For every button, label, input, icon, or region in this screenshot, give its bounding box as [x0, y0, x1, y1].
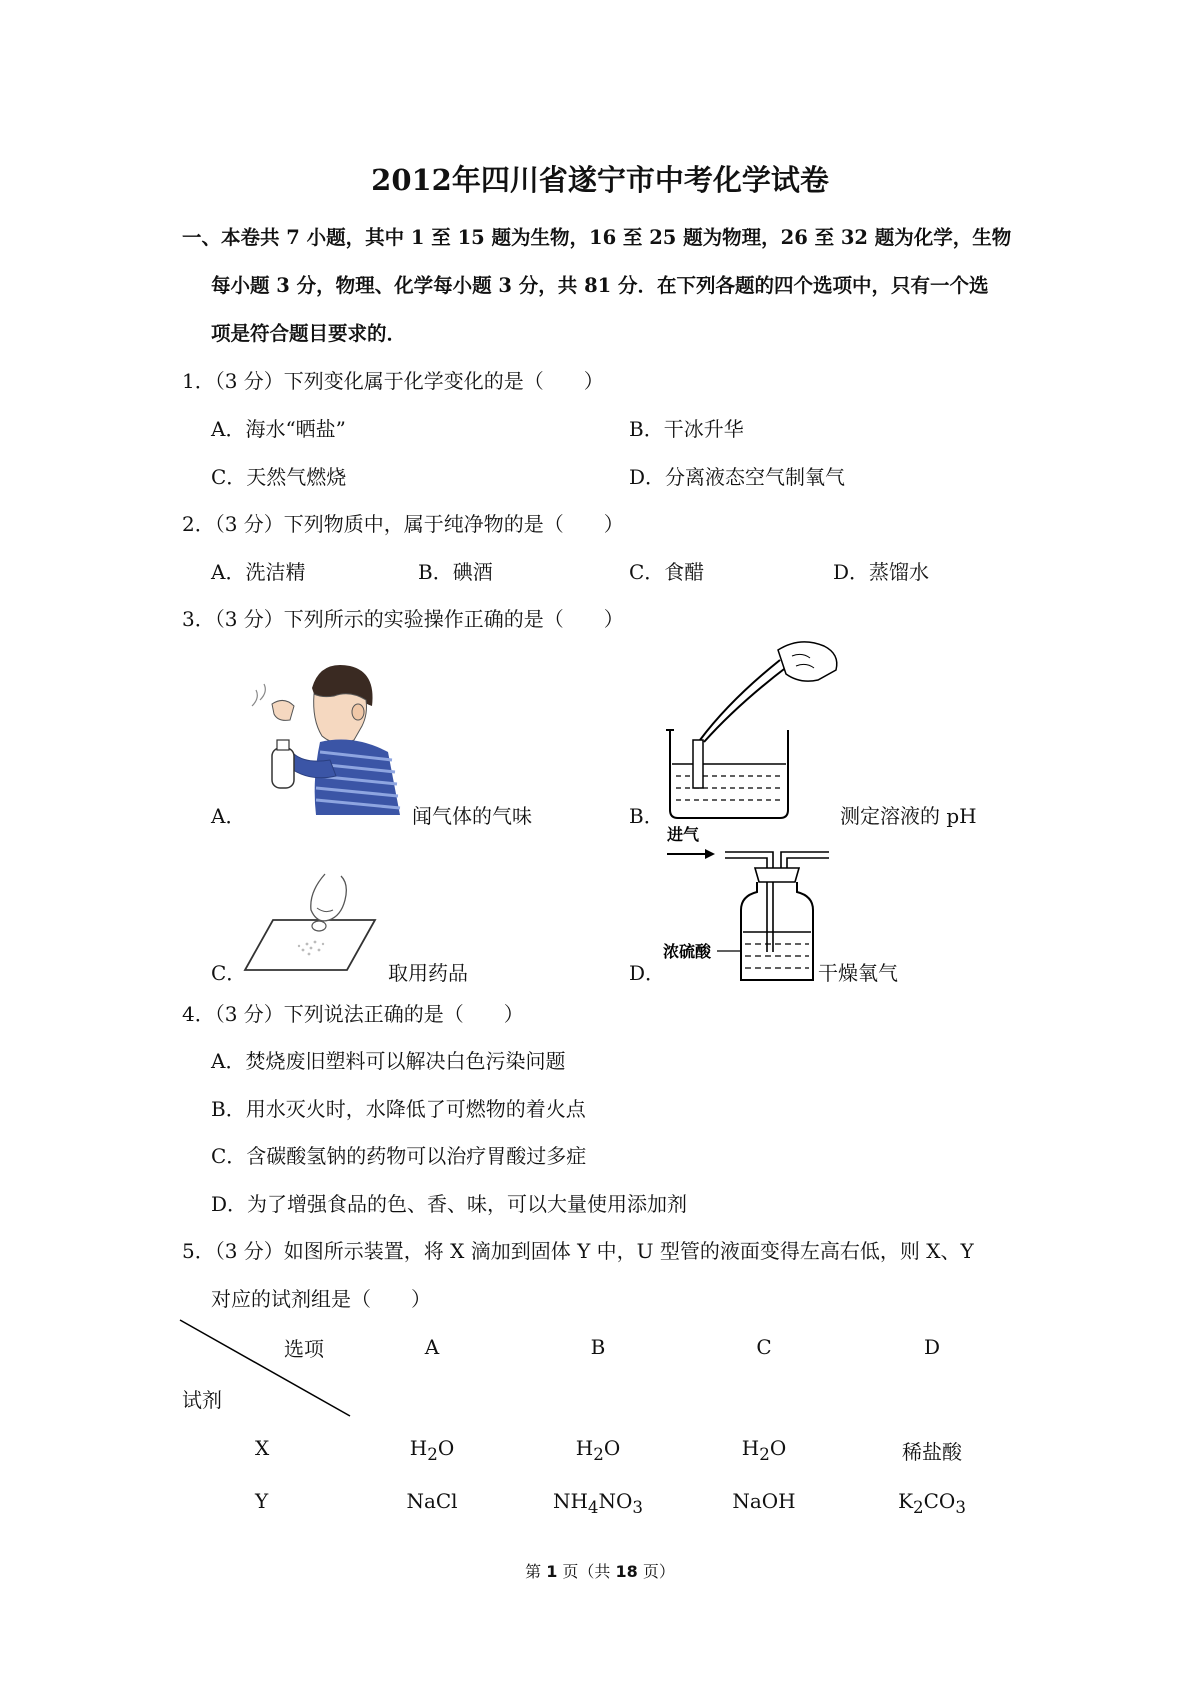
- question-3-stem: 3．（3 分）下列所示的实验操作正确的是（ ）: [182, 607, 624, 631]
- table-cell-y-c: NaOH: [732, 1489, 796, 1513]
- question-2-option-b: B．碘酒: [418, 560, 493, 584]
- question-4-option-a: A．焚烧废旧塑料可以解决白色污染问题: [211, 1049, 566, 1073]
- table-cell-x-a: $H_2O$: [409, 1436, 455, 1464]
- ph-test-illustration: [660, 640, 850, 820]
- question-2-option-c: C．食醋: [629, 560, 705, 584]
- question-3-option-a-text: 闻气体的气味: [412, 804, 532, 828]
- table-col-d: D: [923, 1335, 941, 1359]
- question-3-option-b-letter: B．: [629, 804, 664, 828]
- take-reagent-illustration: [245, 870, 385, 975]
- table-header-option: 选项: [284, 1337, 324, 1361]
- question-1-option-d: D．分离液态空气制氧气: [629, 465, 846, 489]
- question-1-option-b: B．干冰升华: [629, 417, 744, 441]
- question-3-option-d-letter: D．: [629, 961, 666, 985]
- table-cell-y-a: NaCl: [406, 1489, 458, 1513]
- question-5-stem-line2: 对应的试剂组是（ ）: [211, 1287, 431, 1311]
- acid-label: 浓硫酸: [663, 942, 712, 961]
- table-col-b: B: [590, 1335, 606, 1359]
- question-4-option-d: D．为了增强食品的色、香、味，可以大量使用添加剂: [211, 1192, 688, 1216]
- question-4-option-c: C．含碳酸氢钠的药物可以治疗胃酸过多症: [211, 1144, 587, 1168]
- table-col-c: C: [756, 1335, 772, 1359]
- section-instructions-line2: 每小题 3 分，物理、化学每小题 3 分，共 81 分．在下列各题的四个选项中，只有一个选: [211, 274, 989, 297]
- question-2-option-a: A．洗洁精: [211, 560, 306, 584]
- dry-oxygen-illustration: [665, 826, 835, 986]
- question-1-option-a: A．海水“晒盐”: [211, 417, 346, 441]
- question-1-option-c: C．天然气燃烧: [211, 465, 347, 489]
- question-1-stem: 1．（3 分）下列变化属于化学变化的是（ ）: [182, 369, 604, 393]
- page-number: 1: [546, 1562, 558, 1581]
- question-3-option-a-letter: A．: [211, 804, 246, 828]
- section-instructions-line3: 项是符合题目要求的．: [211, 322, 407, 345]
- page-footer: 第 1 页（共 18 页）: [525, 1562, 675, 1581]
- table-cell-y-d: $K_2CO_3$: [898, 1489, 966, 1517]
- question-5-stem-line1: 5．（3 分）如图所示装置，将 X 滴加到固体 Y 中，U 型管的液面变得左高右低，则 X、Y: [182, 1239, 974, 1263]
- gas-inlet-label: 进气: [667, 825, 700, 844]
- section-instructions-line1: 一、本卷共 7 小题，其中 1 至 15 题为生物，16 至 25 题为物理，26 至 32 题为化学，生物: [182, 226, 1012, 249]
- question-3-option-b-text: 测定溶液的 pH: [840, 804, 977, 828]
- table-row-x-label: X: [255, 1436, 270, 1460]
- table-cell-x-b: $H_2O$: [575, 1436, 621, 1464]
- question-4-stem: 4．（3 分）下列说法正确的是（ ）: [182, 1002, 524, 1026]
- smell-gas-illustration: [250, 660, 410, 815]
- question-4-option-b: B．用水灭火时，水降低了可燃物的着火点: [211, 1097, 586, 1121]
- table-row-y-label: Y: [255, 1489, 269, 1513]
- table-cell-x-d: 稀盐酸: [902, 1440, 962, 1464]
- table-header-reagent: 试剂: [182, 1388, 222, 1412]
- question-3-option-c-letter: C．: [211, 961, 247, 985]
- question-2-stem: 2．（3 分）下列物质中，属于纯净物的是（ ）: [182, 512, 624, 536]
- question-3-option-c-text: 取用药品: [388, 961, 468, 985]
- question-3-option-d-text: 干燥氧气: [818, 961, 898, 985]
- table-cell-x-c: $H_2O$: [741, 1436, 787, 1464]
- page-total: 18: [615, 1562, 638, 1581]
- table-col-a: A: [424, 1335, 440, 1359]
- table-cell-y-b: $NH_4NO_3$: [552, 1489, 644, 1517]
- page-title: 2012年四川省遂宁市中考化学试卷: [371, 163, 829, 197]
- question-2-option-d: D．蒸馏水: [833, 560, 930, 584]
